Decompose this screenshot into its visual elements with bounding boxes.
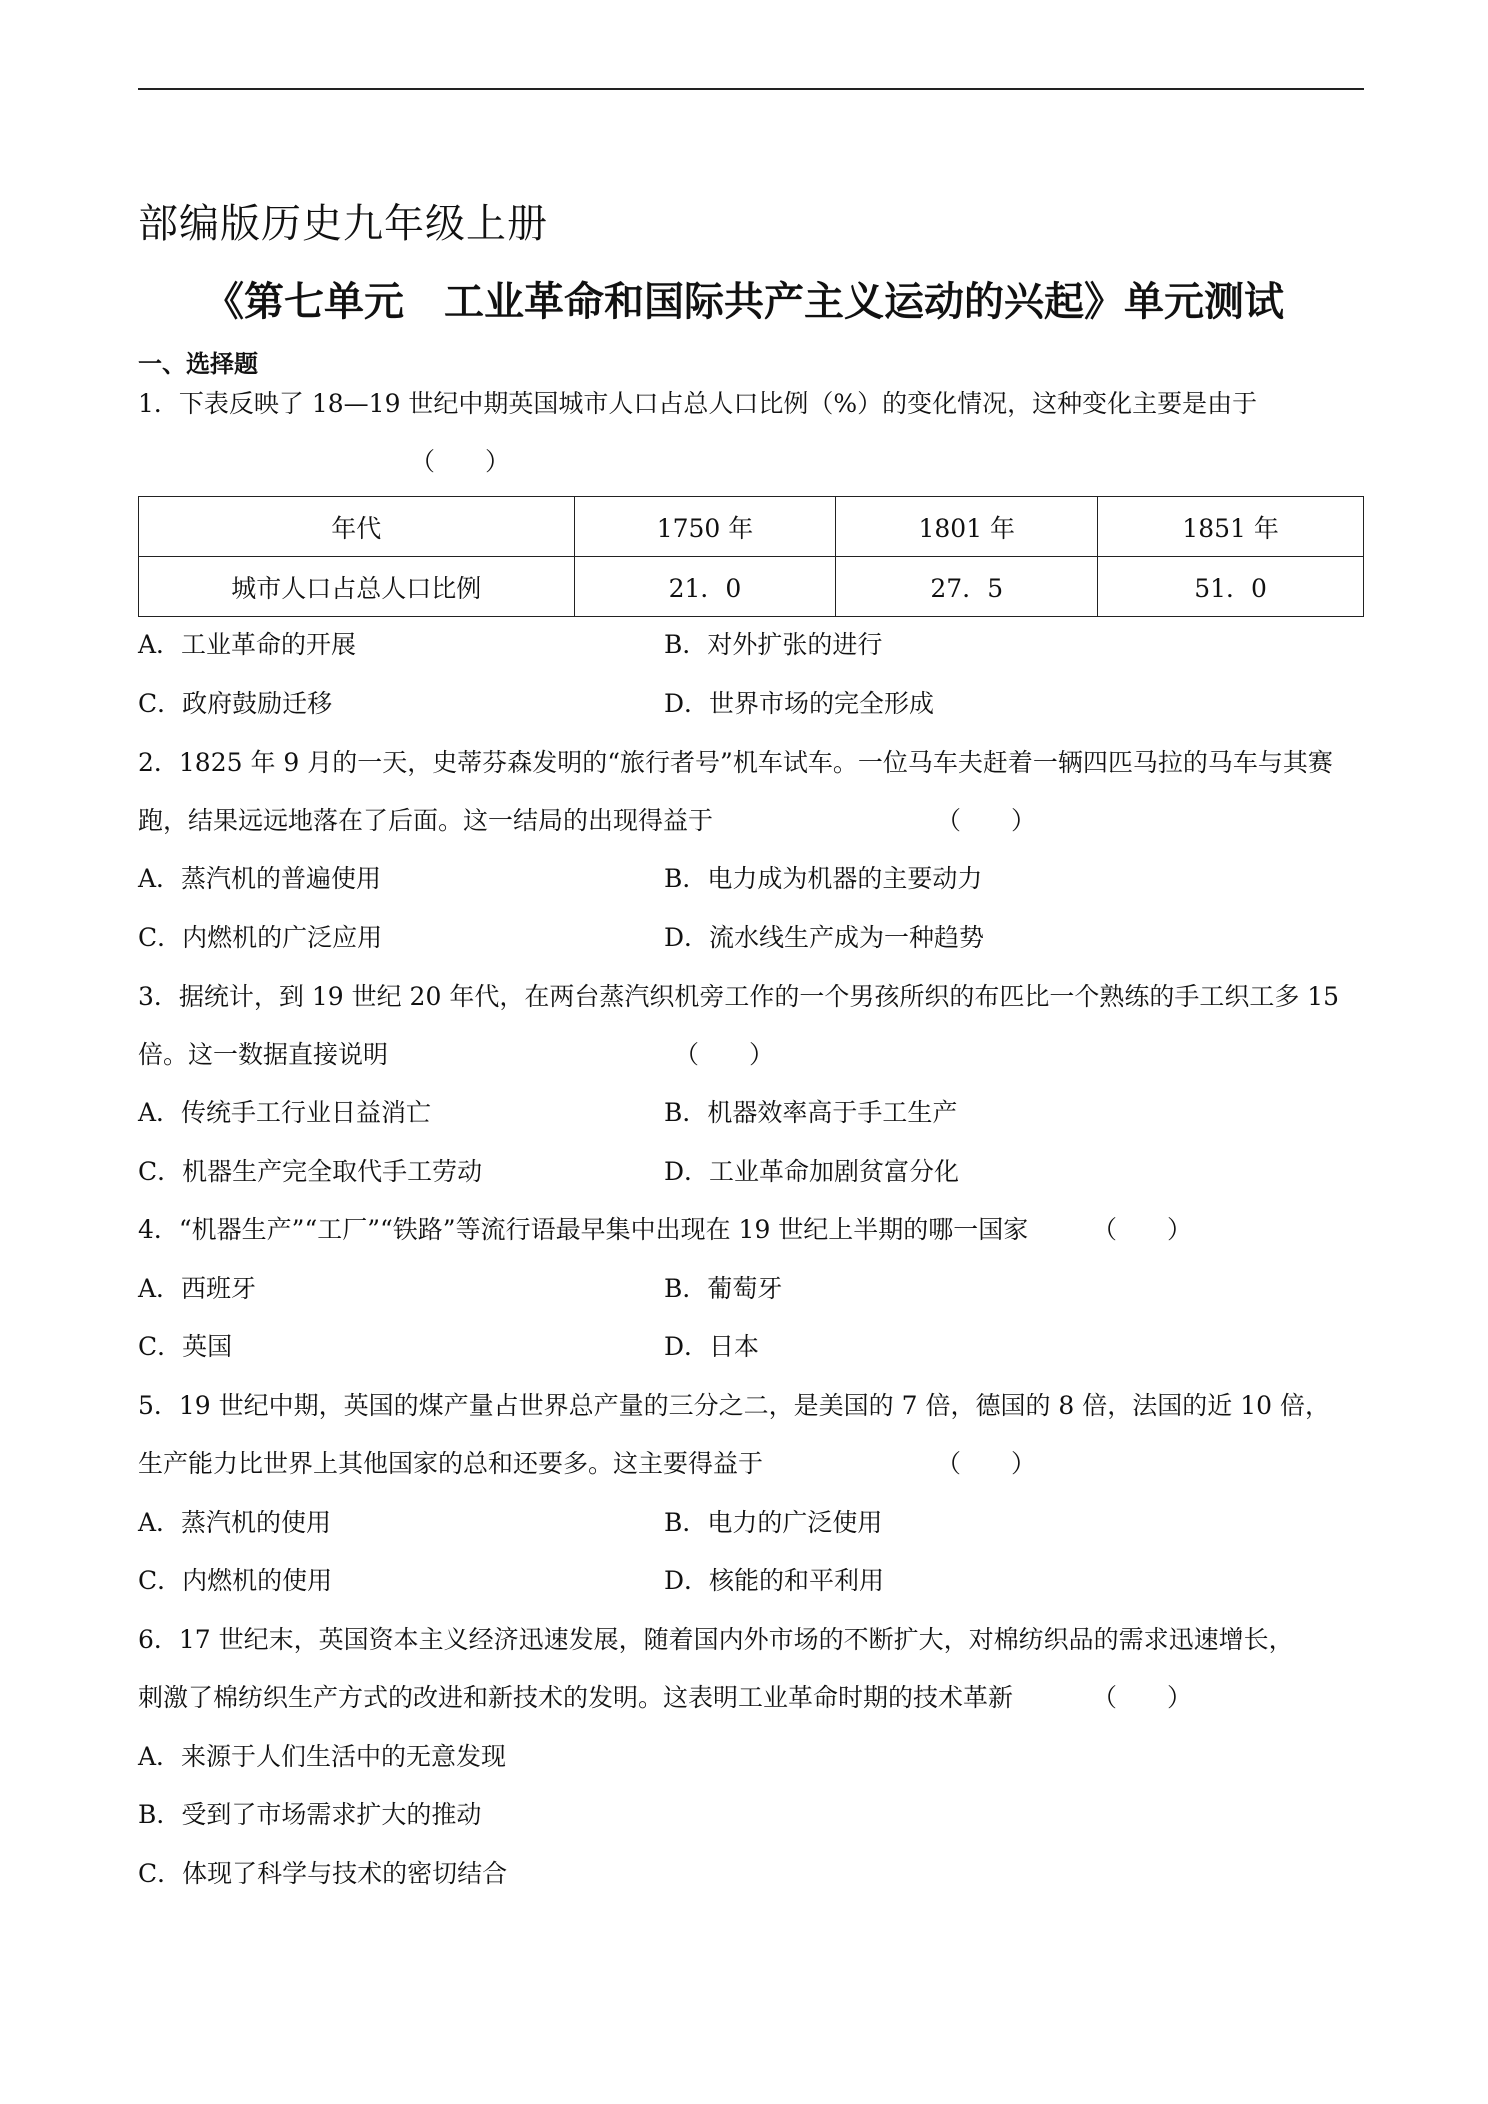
- q6-stem-line2: 刺激了棉纺织生产方式的改进和新技术的发明。这表明工业革命时期的技术革新: [138, 1683, 1014, 1712]
- q4-option-c: C．英国: [138, 1332, 233, 1361]
- q1-option-d: D．世界市场的完全形成: [664, 689, 935, 718]
- table-cell: 21．0: [574, 557, 836, 617]
- document-subtitle: 《第七单元 工业革命和国际共产主义运动的兴起》单元测试: [204, 279, 1284, 325]
- q3-option-c: C．机器生产完全取代手工劳动: [138, 1157, 483, 1186]
- q2-option-c: C．内燃机的广泛应用: [138, 923, 383, 952]
- table-row: [139, 557, 1364, 617]
- q2-blank: （ ）: [936, 806, 1037, 835]
- q3-stem-line1: 3．据统计，到 19 世纪 20 年代，在两台蒸汽织机旁工作的一个男孩所织的布匹比一个熟练的手工织工多 15: [138, 982, 1340, 1011]
- q3-stem-line2: 倍。这一数据直接说明: [138, 1040, 389, 1069]
- q2-option-b: B．电力成为机器的主要动力: [664, 864, 983, 893]
- q2-option-a: A．蒸汽机的普遍使用: [138, 864, 382, 893]
- q6-option-c: C．体现了科学与技术的密切结合: [138, 1859, 508, 1888]
- section-heading: 一、选择题: [138, 350, 258, 378]
- table-header-cell: 1801 年: [836, 497, 1098, 557]
- q5-option-a: A．蒸汽机的使用: [138, 1508, 332, 1537]
- table-cell: 城市人口占总人口比例: [139, 557, 575, 617]
- population-table: [138, 496, 1364, 617]
- q2-option-d: D．流水线生产成为一种趋势: [664, 923, 985, 952]
- q4-option-b: B．葡萄牙: [664, 1274, 783, 1303]
- q4-blank: （ ）: [1092, 1215, 1193, 1244]
- q4-option-a: A．西班牙: [138, 1274, 257, 1303]
- table-cell: 51．0: [1098, 557, 1364, 617]
- q6-blank: （ ）: [1092, 1683, 1193, 1712]
- header-rule: [138, 88, 1364, 90]
- table-cell: 27．5: [836, 557, 1098, 617]
- q4-option-d: D．日本: [664, 1332, 760, 1361]
- table-header-row: [139, 497, 1364, 557]
- document-title: 部编版历史九年级上册: [138, 201, 548, 247]
- q6-option-b: B．受到了市场需求扩大的推动: [138, 1800, 482, 1829]
- q5-option-d: D．核能的和平利用: [664, 1566, 885, 1595]
- q6-stem-line1: 6．17 世纪末，英国资本主义经济迅速发展，随着国内外市场的不断扩大，对棉纺织品的需求迅速增长，: [138, 1625, 1294, 1654]
- q1-option-c: C．政府鼓励迁移: [138, 689, 333, 718]
- q5-blank: （ ）: [936, 1449, 1037, 1478]
- q3-option-d: D．工业革命加剧贫富分化: [664, 1157, 960, 1186]
- table-header-cell: 1851 年: [1098, 497, 1364, 557]
- q2-stem-line2: 跑，结果远远地落在了后面。这一结局的出现得益于: [138, 806, 714, 835]
- q3-blank: （ ）: [674, 1040, 775, 1069]
- q1-stem: 1．下表反映了 18—19 世纪中期英国城市人口占总人口比例（%）的变化情况，这种变化主要是由于: [138, 389, 1258, 418]
- q3-option-b: B．机器效率高于手工生产: [664, 1098, 958, 1127]
- q5-option-b: B．电力的广泛使用: [664, 1508, 883, 1537]
- q3-option-a: A．传统手工行业日益消亡: [138, 1098, 432, 1127]
- table-header-cell: 1750 年: [574, 497, 836, 557]
- q5-option-c: C．内燃机的使用: [138, 1566, 333, 1595]
- q4-stem: 4．“机器生产”“工厂”“铁路”等流行语最早集中出现在 19 世纪上半期的哪一国家: [138, 1215, 1029, 1244]
- table-header-cell: 年代: [139, 497, 575, 557]
- q5-stem-line1: 5．19 世纪中期，英国的煤产量占世界总产量的三分之二，是美国的 7 倍，德国的 8 倍，法国的近 10 倍，: [138, 1391, 1330, 1420]
- q6-option-a: A．来源于人们生活中的无意发现: [138, 1742, 507, 1771]
- q1-option-b: B．对外扩张的进行: [664, 630, 883, 659]
- q1-blank: （ ）: [410, 447, 511, 476]
- q2-stem-line1: 2．1825 年 9 月的一天，史蒂芬森发明的“旅行者号”机车试车。一位马车夫赶着一辆四匹马拉的马车与其赛: [138, 748, 1333, 777]
- q5-stem-line2: 生产能力比世界上其他国家的总和还要多。这主要得益于: [138, 1449, 764, 1478]
- q1-option-a: A．工业革命的开展: [138, 630, 357, 659]
